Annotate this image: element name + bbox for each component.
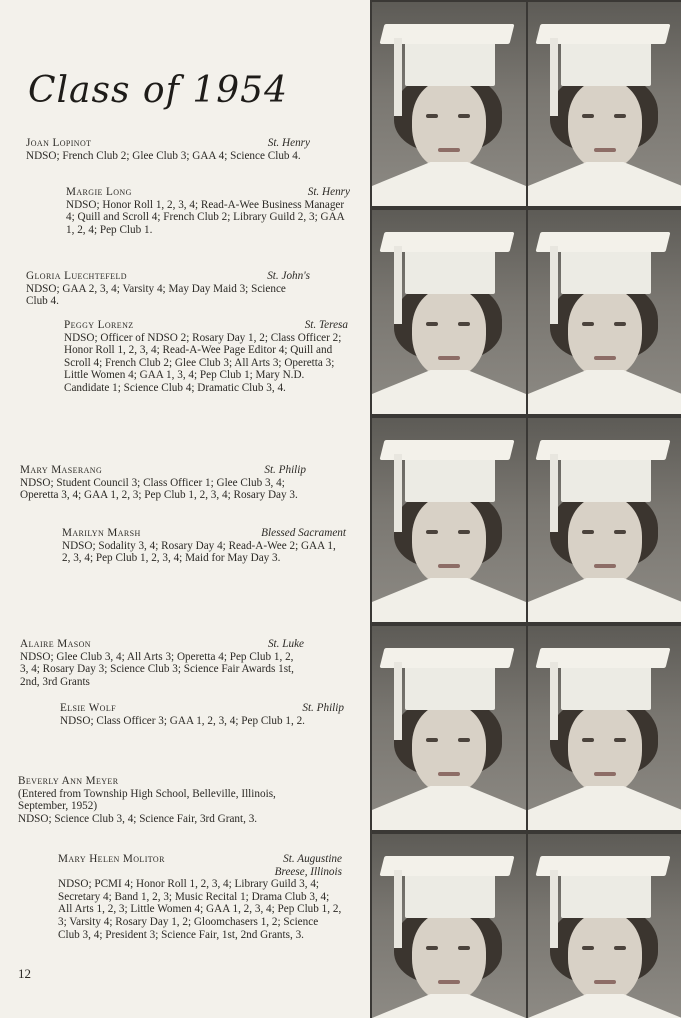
portrait-photo (372, 626, 526, 830)
student-activities: NDSO; GAA 2, 3, 4; Varsity 4; May Day Maid 3; Science Club 4. (26, 282, 286, 308)
student-activities: NDSO; PCMI 4; Honor Roll 1, 2, 3, 4; Library Guild 3, 4; Secretary 4; Band 1, 2, 3; Music Recital 1; Drama Club 3, 4; All Arts 1, 2, 3; Little Women 4; GAA 1, 2, 3, 4; Pep Club 1, 2, 3; Varsity 4; Rosary Day 1, 2; Gloomchasers 1, 2; Science Club 3, 4; President 3; Science Fair, 1st, 2nd Grants, 3. (58, 878, 342, 941)
portrait-photo (372, 834, 526, 1018)
portrait-photo (528, 418, 681, 622)
student-name: Elsie Wolf (60, 702, 116, 714)
entry-mary-maserang (20, 464, 306, 502)
student-activities: NDSO; Class Officer 3; GAA 1, 2, 3, 4; Pep Club 1, 2. (60, 714, 305, 727)
student-note: (Entered from Township High School, Belleville, Illinois, September, 1952) (18, 787, 276, 813)
student-activities: NDSO; Sodality 3, 4; Rosary Day 4; Read-A-Wee 2; GAA 1, 2, 3, 4; Pep Club 1, 2, 3, 4; Maid for May Day 3. (62, 539, 336, 565)
entry-mary-helen-molitor (58, 853, 342, 941)
student-parish: St. Philip (264, 464, 306, 476)
student-name: Peggy Lorenz (64, 319, 134, 331)
student-parish: St. Henry (307, 186, 350, 198)
entry-gloria-luechtefeld (26, 270, 310, 308)
student-parish: St. Philip (302, 702, 344, 714)
student-name: Mary Maserang (20, 464, 103, 476)
student-activities: NDSO; Honor Roll 1, 2, 3, 4; Read-A-Wee Business Manager 4; Quill and Scroll 4; French Club 2; Library Guild 2, 3; GAA 1, 2, 4; Pep Club 1. (66, 198, 345, 236)
entry-elsie-wolf (60, 702, 344, 727)
student-name: Joan Lopinot (26, 137, 92, 149)
student-activities: NDSO; Glee Club 3, 4; All Arts 3; Operetta 4; Pep Club 1, 2, 3, 4; Rosary Day 3; Science Club 3; Science Fair Awards 1st, 2nd, 3rd Grants (20, 650, 294, 688)
student-parish: Blessed Sacrament (261, 527, 346, 539)
student-name: Margie Long (66, 186, 132, 198)
portrait-grid (370, 0, 681, 1018)
student-activities: NDSO; Officer of NDSO 2; Rosary Day 1, 2; Class Officer 2; Honor Roll 1, 2, 3, 4; Read-A-Wee Page Editor 4; Quill and Scroll 4; French Club 2; Glee Club 3; All Arts 3; Operetta 3; Little Women 4; GAA 1, 3, 4; Pep Club 1; Mary N.D. Candidate 1; Science Club 4; Dramatic Club 3, 4. (64, 331, 342, 394)
entry-margie-long (66, 186, 350, 236)
student-name: Alaire Mason (20, 638, 91, 650)
student-name: Marilyn Marsh (62, 527, 141, 539)
student-parish: St. Henry (267, 137, 310, 149)
portrait-photo (372, 2, 526, 206)
entry-beverly-ann-meyer (18, 775, 302, 825)
page-number: 12 (18, 966, 31, 981)
student-activities: NDSO; French Club 2; Glee Club 3; GAA 4; Science Club 4. (26, 149, 301, 162)
student-parish: St. Luke (267, 638, 304, 650)
entry-alaire-mason (20, 638, 304, 688)
page-title: Class of 1954 (28, 70, 288, 111)
student-name: Mary Helen Molitor (58, 853, 165, 865)
portrait-photo (528, 626, 681, 830)
student-name: Gloria Luechtefeld (26, 270, 127, 282)
student-activities: NDSO; Student Council 3; Class Officer 1; Glee Club 3, 4; Operetta 3, 4; GAA 1, 2, 3; Pep Club 1, 2, 3, 4; Rosary Day 3. (20, 476, 298, 502)
student-parish-town: Breese, Illinois (274, 865, 342, 878)
student-name: Beverly Ann Meyer (18, 775, 119, 787)
entry-peggy-lorenz (64, 319, 348, 395)
portrait-photo (528, 2, 681, 206)
student-activities: NDSO; Science Club 3, 4; Science Fair, 3rd Grant, 3. (18, 812, 258, 825)
portrait-photo (372, 418, 526, 622)
student-parish: St. John's (267, 270, 310, 282)
student-parish: St. Teresa (304, 319, 348, 331)
portrait-photo (372, 210, 526, 414)
entry-joan-lopinot (26, 137, 310, 162)
portrait-photo (528, 834, 681, 1018)
portrait-photo (528, 210, 681, 414)
student-parish: St. Augustine (283, 853, 342, 865)
entry-marilyn-marsh (62, 527, 346, 565)
